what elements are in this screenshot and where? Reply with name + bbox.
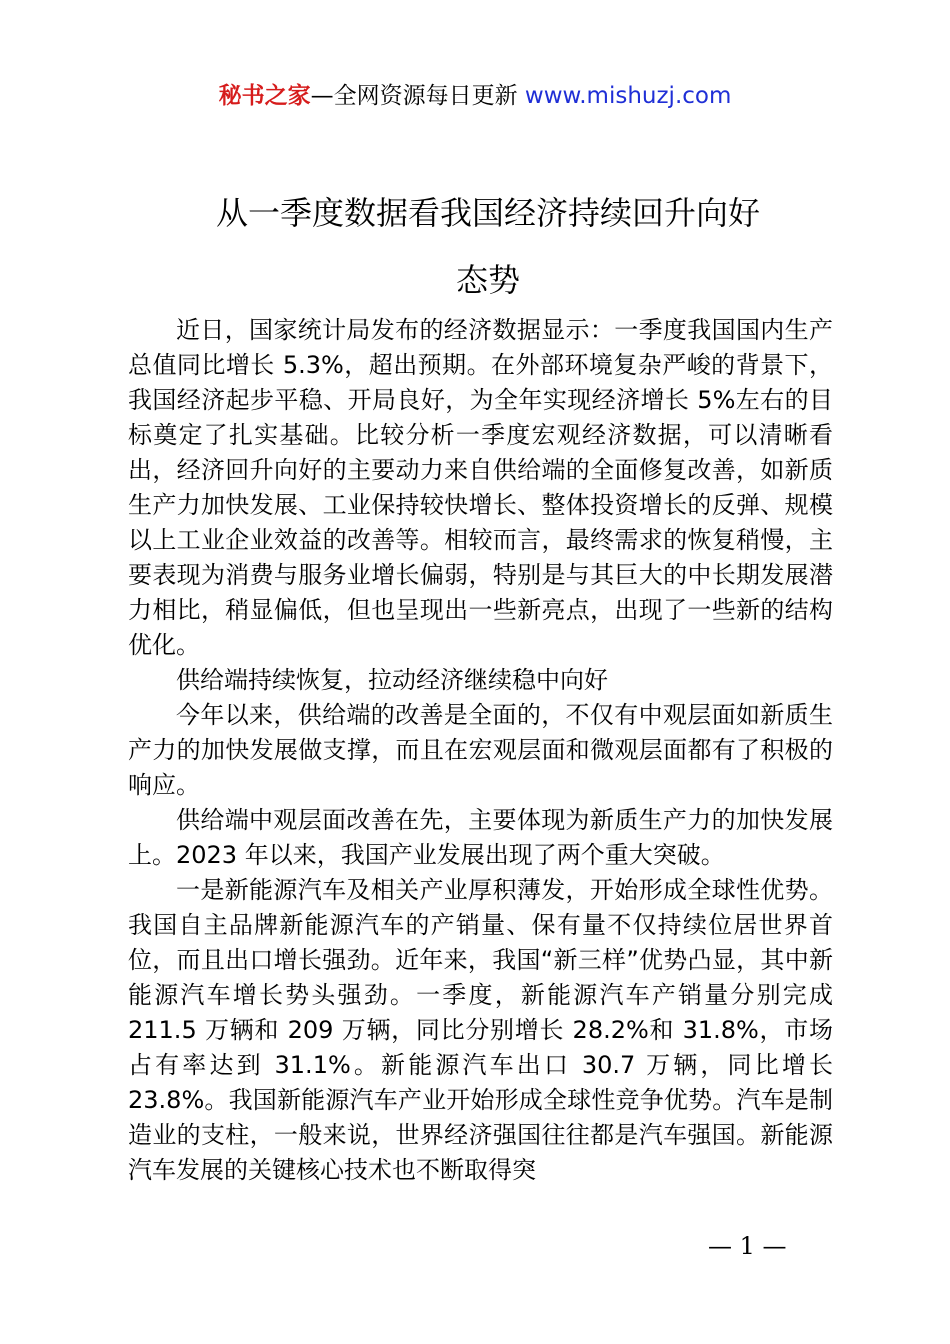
section-heading: 供给端持续恢复，拉动经济继续稳中向好 [176, 666, 608, 694]
site-slogan: —全网资源每日更新 [310, 83, 525, 109]
site-url-link[interactable]: www.mishuzj.com [524, 83, 732, 109]
site-header [0, 80, 950, 112]
document-title-line-2: 态势 [455, 261, 520, 299]
paragraph: 一是新能源汽车及相关产业厚积薄发，开始形成全球性优势。我国自主品牌新能源汽车的产销量、保有量不仅持续位居世界首位，而且出口增长强劲。近年来，我国“新三样”优势凸显，其中新能源汽车增长势头强劲。一季度，新能源汽车产销量分别完成 211.5 万辆和 209 万辆，同比分别增长 28.2%和 31.8%，市场占有率达到 31.1%。新能源汽车出口 30.7 万辆，同比增长 23.8%。我国新能源汽车产业开始形成全球性竞争优势。汽车是制造业的支柱，一般来说，世界经济强国往往都是汽车强国。新能源汽车发展的关键核心技术也不断取得突 [128, 876, 833, 1184]
paragraph: 供给端中观层面改善在先，主要体现为新质生产力的加快发展上。2023 年以来，我国产业发展出现了两个重大突破。 [128, 806, 833, 869]
document-title-line-1: 从一季度数据看我国经济持续回升向好 [215, 194, 760, 232]
paragraph: 近日，国家统计局发布的经济数据显示：一季度我国国内生产总值同比增长 5.3%，超出预期。在外部环境复杂严峻的背景下，我国经济起步平稳、开局良好，为全年实现经济增长 5%左右的目标奠定了扎实基础。比较分析一季度宏观经济数据，可以清晰看出，经济回升向好的主要动力来自供给端的全面修复改善，如新质生产力加快发展、工业保持较快增长、整体投资增长的反弹、规模以上工业企业效益的改善等。相较而言，最终需求的恢复稍慢，主要表现为消费与服务业增长偏弱，特别是与其巨大的中长期发展潜力相比，稍显偏低，但也呈现出一些新亮点，出现了一些新的结构优化。 [128, 316, 833, 659]
paragraph: 今年以来，供给端的改善是全面的，不仅有中观层面如新质生产力的加快发展做支撑，而且在宏观层面和微观层面都有了积极的响应。 [128, 701, 833, 799]
site-brand: 秘书之家 [218, 83, 311, 109]
page-number: — 1 — [708, 1232, 787, 1260]
document-body [128, 313, 833, 1188]
